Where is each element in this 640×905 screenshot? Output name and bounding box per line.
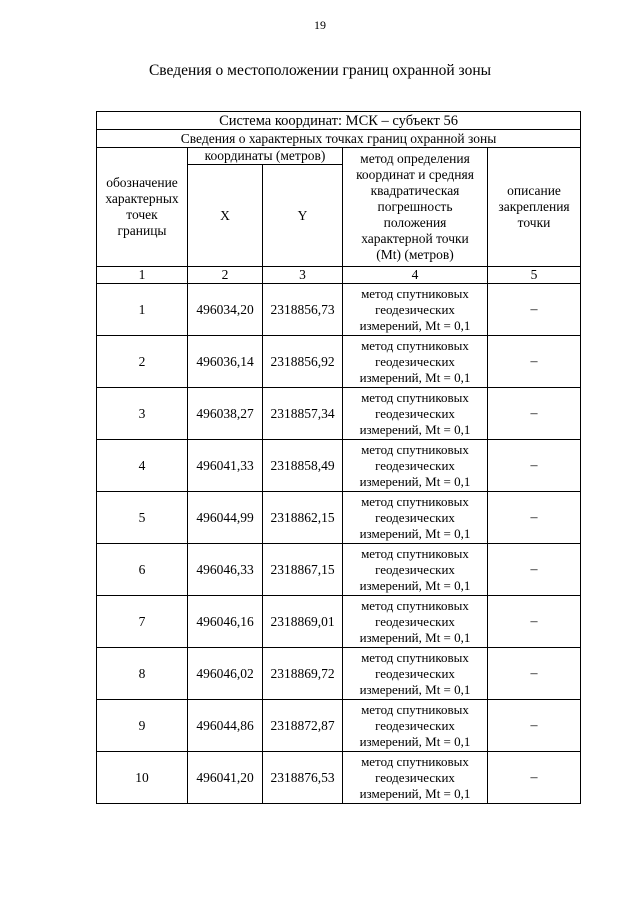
point-number: 9 [97, 700, 188, 752]
method-cell [343, 648, 488, 700]
point-number: 3 [97, 388, 188, 440]
header-method-line: положения [383, 215, 447, 230]
method-line: метод спутниковых [361, 701, 469, 717]
coordinate-y: 2318862,15 [263, 492, 343, 544]
method-cell [343, 492, 488, 544]
table-row [97, 284, 581, 336]
column-number: 1 [97, 267, 188, 284]
coordinate-x: 496046,16 [188, 596, 263, 648]
coordinates-table [96, 111, 581, 804]
method-line: измерений, Mt = 0,1 [359, 733, 471, 749]
document-title: Сведения о местоположении границ охранной зоны [148, 62, 492, 79]
method-line: метод спутниковых [361, 441, 469, 457]
header-designation-line: обозначение [106, 175, 178, 190]
header-description-line: закрепления [498, 199, 570, 214]
coordinate-x: 496041,33 [188, 440, 263, 492]
method-line: измерений, Mt = 0,1 [359, 577, 471, 593]
page-number: 19 [314, 18, 326, 32]
method-line: геодезических [375, 665, 455, 681]
header-description-line: описание [507, 183, 561, 198]
coordinate-x: 496044,99 [188, 492, 263, 544]
point-description: – [488, 752, 581, 804]
point-description: – [488, 700, 581, 752]
section-title-row [97, 130, 581, 148]
column-numbers-row [97, 267, 581, 284]
point-description: – [488, 440, 581, 492]
column-number: 3 [263, 267, 343, 284]
column-number: 2 [188, 267, 263, 284]
coordinate-y: 2318858,49 [263, 440, 343, 492]
method-line: измерений, Mt = 0,1 [359, 785, 471, 801]
header-method-line: характерной точки [361, 231, 469, 246]
table-row [97, 648, 581, 700]
header-designation-line: границы [117, 223, 167, 238]
coordinate-y: 2318856,92 [263, 336, 343, 388]
method-line: метод спутниковых [361, 545, 469, 561]
coordinate-y: 2318869,01 [263, 596, 343, 648]
point-description: – [488, 336, 581, 388]
method-line: измерений, Mt = 0,1 [359, 629, 471, 645]
header-x: X [188, 165, 263, 267]
coordinate-x: 496044,86 [188, 700, 263, 752]
header-y: Y [263, 165, 343, 267]
coordinate-y: 2318857,34 [263, 388, 343, 440]
coordinate-system: Система координат: МСК – субъект 56 [97, 112, 581, 130]
header-method-line: метод определения [360, 151, 470, 166]
point-number: 6 [97, 544, 188, 596]
point-number: 1 [97, 284, 188, 336]
method-line: измерений, Mt = 0,1 [359, 369, 471, 385]
method-line: метод спутниковых [361, 597, 469, 613]
table-body [97, 112, 581, 804]
table-row [97, 388, 581, 440]
coordinate-y: 2318876,53 [263, 752, 343, 804]
table-row [97, 596, 581, 648]
point-number: 10 [97, 752, 188, 804]
table-row [97, 492, 581, 544]
point-number: 4 [97, 440, 188, 492]
method-line: геодезических [375, 405, 455, 421]
coordinate-x: 496046,33 [188, 544, 263, 596]
method-cell [343, 596, 488, 648]
coordinate-x: 496041,20 [188, 752, 263, 804]
coordinate-x: 496034,20 [188, 284, 263, 336]
point-description: – [488, 544, 581, 596]
method-cell [343, 336, 488, 388]
header-method [343, 148, 488, 267]
table-row [97, 700, 581, 752]
header-coordinates: координаты (метров) [188, 148, 343, 165]
header-method-line: координат и средняя [356, 167, 474, 182]
column-number: 5 [488, 267, 581, 284]
point-description: – [488, 284, 581, 336]
method-line: измерений, Mt = 0,1 [359, 473, 471, 489]
column-number: 4 [343, 267, 488, 284]
method-line: метод спутниковых [361, 753, 469, 769]
method-cell [343, 284, 488, 336]
method-line: геодезических [375, 769, 455, 785]
header-designation-line: характерных [105, 191, 179, 206]
method-line: измерений, Mt = 0,1 [359, 681, 471, 697]
table-row [97, 544, 581, 596]
method-line: метод спутниковых [361, 389, 469, 405]
point-description: – [488, 492, 581, 544]
header-row-top [97, 148, 581, 165]
point-description: – [488, 596, 581, 648]
method-cell [343, 388, 488, 440]
coordinate-y: 2318869,72 [263, 648, 343, 700]
point-number: 2 [97, 336, 188, 388]
method-line: метод спутниковых [361, 285, 469, 301]
method-line: метод спутниковых [361, 337, 469, 353]
point-number: 5 [97, 492, 188, 544]
method-line: геодезических [375, 509, 455, 525]
header-description [488, 148, 581, 267]
method-line: геодезических [375, 457, 455, 473]
method-line: измерений, Mt = 0,1 [359, 525, 471, 541]
method-line: геодезических [375, 561, 455, 577]
coordinate-y: 2318867,15 [263, 544, 343, 596]
header-method-line: квадратическая [370, 183, 460, 198]
header-designation-line: точек [126, 207, 158, 222]
header-method-line: погрешность [377, 199, 453, 214]
coordinate-system-row [97, 112, 581, 130]
table-row [97, 336, 581, 388]
coordinate-x: 496038,27 [188, 388, 263, 440]
method-cell [343, 544, 488, 596]
method-line: геодезических [375, 613, 455, 629]
header-method-line: (Mt) (метров) [376, 247, 454, 262]
method-line: геодезических [375, 353, 455, 369]
method-line: геодезических [375, 301, 455, 317]
method-line: метод спутниковых [361, 649, 469, 665]
point-number: 8 [97, 648, 188, 700]
method-line: геодезических [375, 717, 455, 733]
point-number: 7 [97, 596, 188, 648]
coordinate-y: 2318872,87 [263, 700, 343, 752]
header-designation [97, 148, 188, 267]
point-description: – [488, 388, 581, 440]
method-cell [343, 700, 488, 752]
coordinate-x: 496036,14 [188, 336, 263, 388]
method-line: измерений, Mt = 0,1 [359, 421, 471, 437]
point-description: – [488, 648, 581, 700]
table-row [97, 440, 581, 492]
method-cell [343, 440, 488, 492]
method-line: метод спутниковых [361, 493, 469, 509]
table-row [97, 752, 581, 804]
method-line: измерений, Mt = 0,1 [359, 317, 471, 333]
section-title: Сведения о характерных точках границ охранной зоны [97, 130, 581, 148]
method-cell [343, 752, 488, 804]
coordinate-y: 2318856,73 [263, 284, 343, 336]
coordinate-x: 496046,02 [188, 648, 263, 700]
header-description-line: точки [517, 215, 551, 230]
